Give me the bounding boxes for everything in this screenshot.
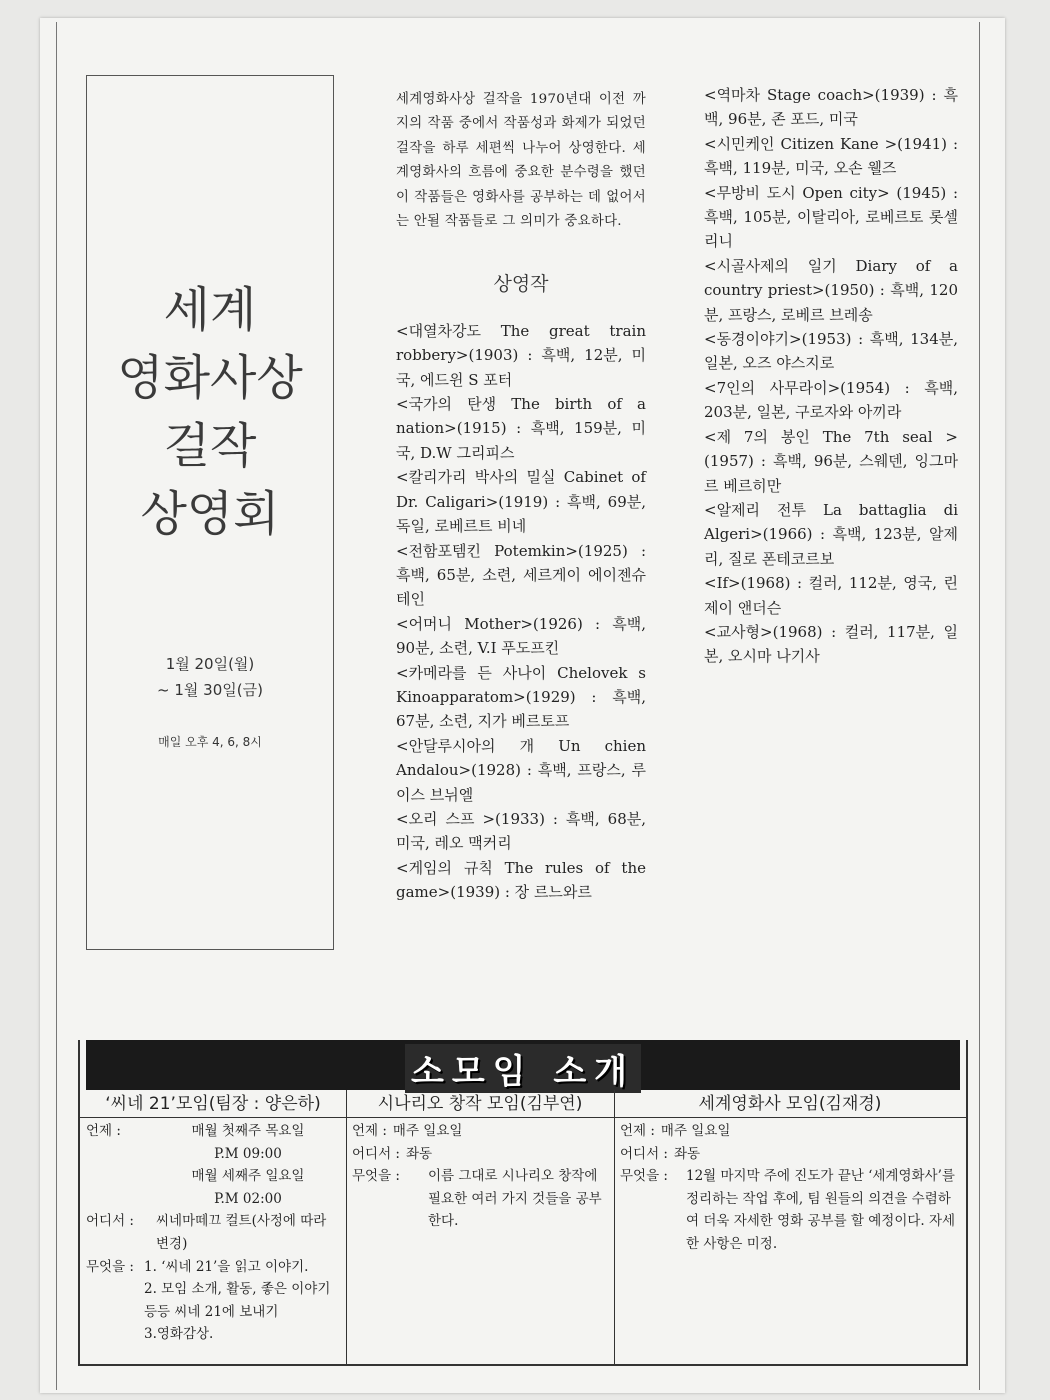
film-entry: <오리 스프 >(1933) : 흑백, 68분, 미국, 레오 맥커리: [396, 809, 646, 853]
section-heading: 상영작: [493, 273, 549, 296]
when-value: 매주 일요일: [392, 1123, 463, 1139]
what-item: 1. ‘씨네 21’을 읽고 이야기.: [144, 1258, 309, 1275]
when-value: 매월 세째주 일요일: [191, 1168, 305, 1185]
club-2-when: [352, 1120, 608, 1143]
film-entry: <시골사제의 일기 Diary of a country priest>(1950) : 흑백, 120분, 프랑스, 로베르 브레송: [704, 256, 958, 324]
intro-paragraph: 세계영화사상 걸작을 1970년대 이전 까지의 작품 중에서 작품성과 화제가 되었던 걸작을 하루 세편씩 나누어 상영한다. 세계영화사의 흐름에 중요한 분수령을 했던 이 작품들은 영화사를 공부하는 데 없어서는 안될 작품들로 그 의미가 중요하다.: [396, 92, 646, 230]
when-label: 언제 :: [86, 1123, 121, 1139]
what-value: 이름 그대로 시나리오 창작에 필요한 여러 가지 것들을 공부한다.: [428, 1168, 602, 1230]
title-line-1: 세계: [163, 282, 257, 338]
title-line-3: 걸작: [163, 418, 257, 474]
what-item: 2. 모임 소개, 활동, 좋은 이야기 등등 씨네 21에 보내기: [144, 1281, 331, 1320]
what-item: 3.영화감상.: [144, 1326, 214, 1343]
film-entry: <교사형>(1968) : 컬러, 117분, 일본, 오시마 나기사: [704, 622, 958, 666]
club-3-what: [620, 1165, 960, 1255]
title-line-2: 영화사상: [117, 350, 303, 406]
when-time: P.M 02:00: [214, 1190, 282, 1207]
film-entry: <국가의 탄생 The birth of a nation>(1915) : 흑백, 159분, 미국, D.W 그리피스: [396, 395, 646, 462]
date-start: 1월 20일(월): [165, 655, 255, 673]
what-label: 무엇을 :: [620, 1168, 668, 1185]
film-entry: <제 7의 봉인 The 7th seal >(1957) : 흑백, 96분, 스웨덴, 잉그마르 베르히만: [704, 427, 958, 495]
club-1-heading: ‘씨네 21’모임(팀장 : 양은하): [80, 1090, 346, 1118]
screening-times: 매일 오후 4, 6, 8시: [158, 735, 262, 749]
club-2-heading: 시나리오 창작 모임(김부연): [346, 1090, 614, 1118]
film-entry: <7인의 사무라이>(1954) : 흑백, 203분, 일본, 구로자와 아끼라: [704, 378, 958, 422]
right-column: [704, 83, 958, 669]
where-value: 씨네마떼끄 컬트(사정에 따라 변경): [156, 1213, 327, 1252]
club-2-details: [346, 1118, 614, 1366]
clubs-banner: [86, 1040, 960, 1090]
film-entry: <칼리가리 박사의 밀실 Cabinet of Dr. Caligari>(1919) : 흑백, 69분, 독일, 로베르트 비네: [396, 468, 646, 536]
club-1-what: [86, 1256, 340, 1346]
where-label: 어디서 :: [620, 1145, 668, 1162]
club-3-when: [620, 1120, 960, 1143]
film-entry: <시민케인 Citizen Kane >(1941) : 흑백, 119분, 미국, 오손 웰즈: [704, 134, 958, 178]
film-entry: <안달루시아의 개 Un chien Andalou>(1928) : 흑백, 프랑스, 루이스 브뉘엘: [396, 736, 646, 804]
film-entry: <어머니 Mother>(1926) : 흑백, 90분, 소련, V.I 푸도프킨: [396, 614, 646, 658]
when-value: 매월 첫째주 목요일: [191, 1123, 305, 1139]
clubs-title: 소모임 소개: [405, 1044, 641, 1093]
film-entry: <역마차 Stage coach>(1939) : 흑백, 96분, 존 포드, 미국: [704, 86, 958, 129]
club-3-details: [614, 1118, 966, 1366]
title-line-4: 상영회: [140, 486, 280, 542]
club-1-details: [80, 1118, 346, 1366]
club-3-where: [620, 1143, 960, 1166]
film-entry: <카메라를 든 사나이 Chelovek s Kinoapparatom>(1929) : 흑백, 67분, 소련, 지가 베르토프: [396, 663, 646, 731]
club-2-what: [352, 1165, 608, 1233]
when-time: P.M 09:00: [214, 1145, 282, 1162]
what-value: 12월 마지막 주에 진도가 끝난 ‘세계영화사’를 정리하는 작업 후에, 팀 원들의 의견을 수렴하여 더욱 자세한 영화 공부를 할 예정이다. 자세한 사항은 미정.: [686, 1168, 956, 1252]
film-entry: <알제리 전투 La battaglia di Algeri>(1966) : 흑백, 123분, 알제리, 질로 폰테코르보: [704, 500, 958, 568]
date-end: ~ 1월 30일(금): [157, 681, 263, 699]
what-label: 무엇을 :: [352, 1168, 400, 1185]
film-entry: <무방비 도시 Open city> (1945) : 흑백, 105분, 이탈리아, 로베르토 롯셀리니: [704, 183, 958, 251]
middle-column: [396, 88, 646, 905]
film-entry: <게임의 규칙 The rules of the game>(1939) : 장 르느와르: [396, 858, 646, 902]
when-label: 언제 :: [620, 1123, 655, 1139]
what-value: [144, 1256, 340, 1346]
club-1-when: [86, 1120, 340, 1143]
film-entry: <If>(1968) : 컬러, 112분, 영국, 린제이 앤더슨: [704, 574, 958, 617]
poster-title: [87, 276, 333, 548]
film-entry: <대열차강도 The great train robbery>(1903) : 흑백, 12분, 미국, 에드윈 S 포터: [396, 321, 646, 389]
when-label: 언제 :: [352, 1123, 387, 1139]
club-3-heading: 세계영화사 모임(김재경): [614, 1090, 966, 1118]
where-value: 좌동: [405, 1145, 433, 1162]
film-entry: <동경이야기>(1953) : 흑백, 134분, 일본, 오즈 야스지로: [704, 330, 958, 373]
where-label: 어디서 :: [86, 1213, 134, 1230]
club-2-where: [352, 1143, 608, 1166]
when-value: 매주 일요일: [660, 1123, 731, 1139]
poster-title-box: [86, 75, 334, 950]
where-label: 어디서 :: [352, 1145, 400, 1162]
where-value: 좌동: [673, 1145, 701, 1162]
what-label: 무엇을 :: [86, 1258, 134, 1275]
club-1-where: [86, 1210, 340, 1255]
film-entry: <전함포템킨 Potemkin>(1925) : 흑백, 65분, 소련, 세르게이 에이젠슈테인: [396, 541, 646, 609]
screening-dates: [87, 651, 333, 703]
